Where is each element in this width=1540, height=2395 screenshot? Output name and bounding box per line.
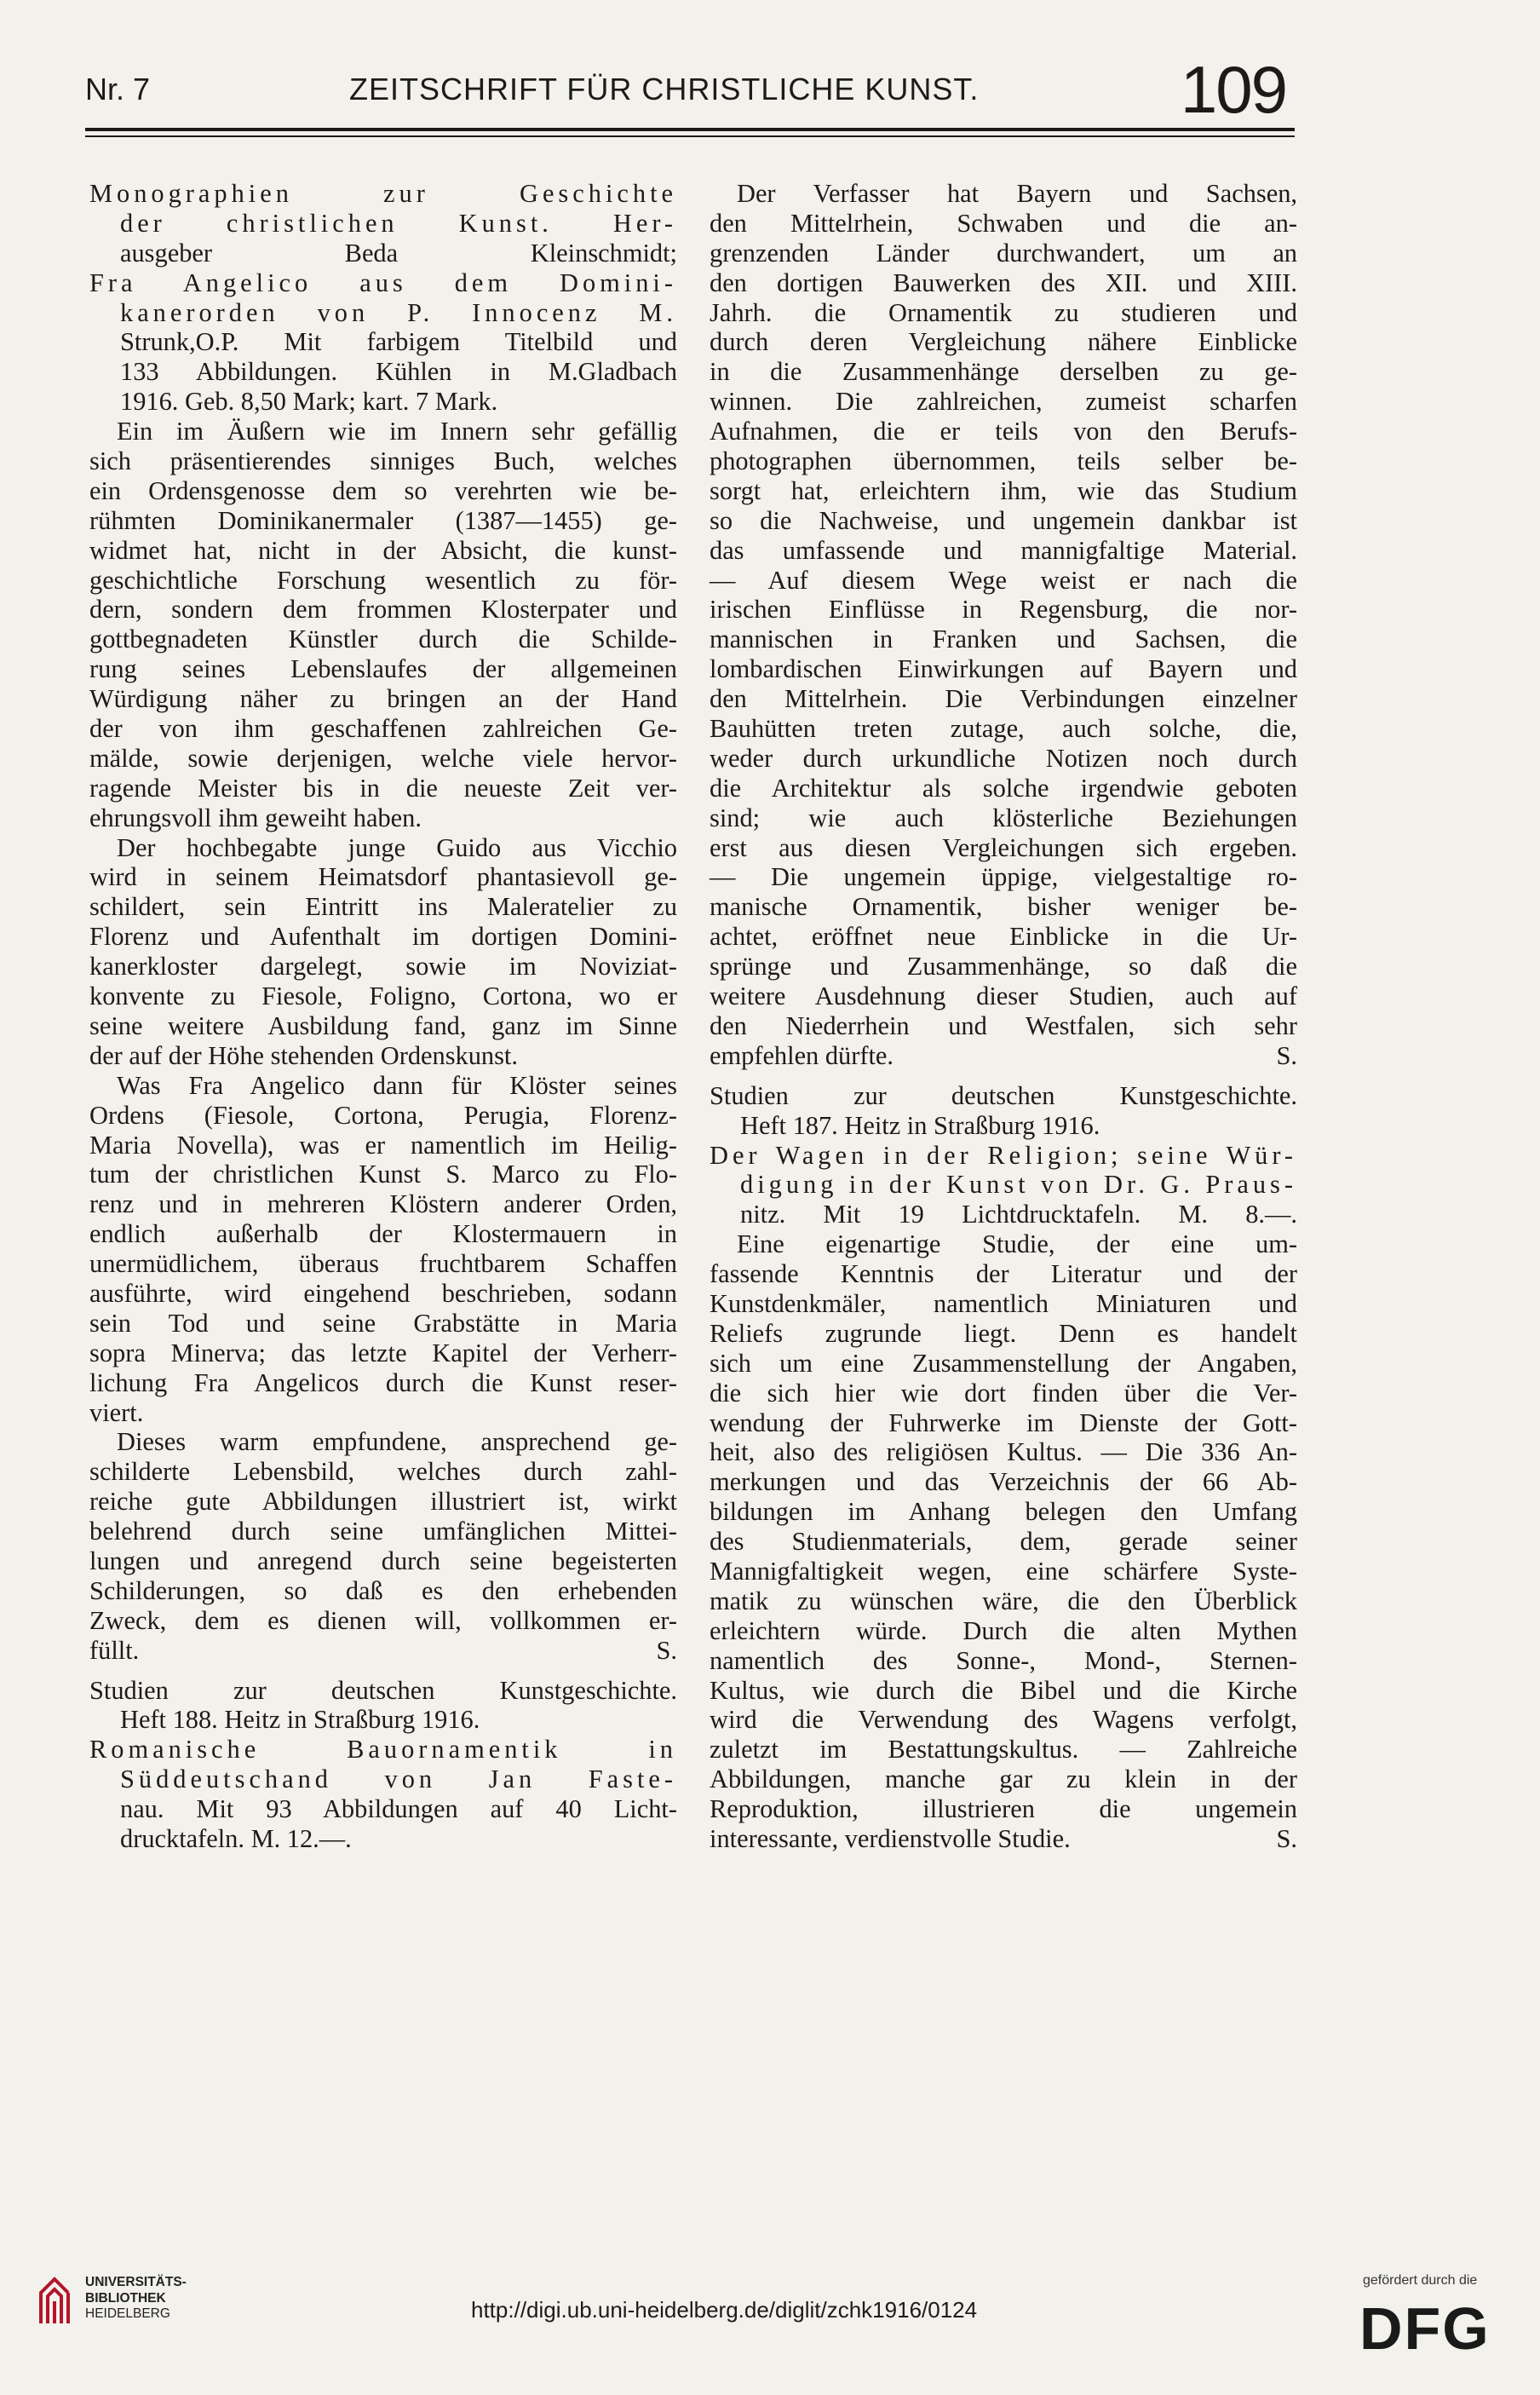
text-line: gottbegnadeten Künstler durch die Schilde- [89,625,677,654]
text-line: Ein im Äußern wie im Innern sehr gefällig [117,417,677,446]
text-line: photographen übernommen, teils selber be- [710,446,1297,476]
text-line: den Mittelrhein. Die Verbindungen einzelner [710,684,1297,714]
review-heading-line: 133 Abbildungen. Kühlen in M.Gladbach [120,357,677,387]
text-line: manische Ornamentik, bisher weniger be- [710,892,1297,922]
text-line: Ordens (Fiesole, Cortona, Perugia, Florenz- [89,1100,677,1130]
text-line: tum der christlichen Kunst S. Marco zu Flo- [89,1160,677,1189]
text-line: des Studienmaterials, dem, gerade seiner [710,1527,1297,1557]
text-line: konvente zu Fiesole, Foligno, Cortona, wo er [89,982,677,1011]
text-line: dern, sondern dem frommen Klosterpater und [89,595,677,625]
sponsor-label: gefördert durch die [1363,2273,1478,2288]
text-line: grenzenden Länder durchwandert, um an [710,238,1297,268]
review-heading-line: kanerorden von P. Innocenz M. [120,297,677,327]
text-line: Der hochbegabte junge Guido aus Vicchio [117,832,677,862]
text-line: Abbildungen, manche gar zu klein in der [710,1765,1297,1794]
text-line-signed [89,1636,677,1666]
text-line: das umfassende und mannigfaltige Material. [710,535,1297,565]
permalink-url[interactable]: http://digi.ub.uni-heidelberg.de/diglit/zchk1916/0124 [471,2297,978,2323]
review-heading-line: Romanische Bauornamentik in [89,1735,677,1765]
text-line: heit, also des religiösen Kultus. — Die 336 An- [710,1437,1297,1467]
text-line: wird in seinem Heimatsdorf phantasievoll ge- [89,862,677,892]
page-number: 109 [1180,52,1286,127]
text-fragment: interessante, verdienstvolle Studie. [710,1823,1071,1853]
text-line: der auf der Höhe stehenden Ordenskunst. [89,1040,518,1070]
review-heading-line: digung in der Kunst von Dr. G. Praus- [740,1170,1297,1200]
series-heading: Studien zur deutschen Kunstgeschichte. [89,1675,677,1705]
library-name-line: BIBLIOTHEK [85,2290,166,2306]
text-line: Reliefs zugrunde liegt. Denn es handelt [710,1318,1297,1348]
text-line: lombardischen Einwirkungen auf Bayern und [710,654,1297,684]
text-line: Bauhütten treten zutage, auch solche, die, [710,714,1297,744]
text-line: die sich hier wie dort finden über die Ver- [710,1378,1297,1408]
review-heading-line: Monographien zur Geschichte [89,179,677,208]
text-line: so die Nachweise, und ungemein dankbar ist [710,505,1297,535]
text-line: wendung der Fuhrwerke im Dienste der Gott- [710,1408,1297,1437]
dfg-logo: DFG [1359,2295,1491,2362]
text-line: viert. [89,1397,144,1427]
right-column [710,179,1297,1854]
review-heading-line: nitz. Mit 19 Lichtdrucktafeln. M. 8.—. [740,1200,1297,1229]
text-fragment: empfehlen dürfte. [710,1040,894,1070]
text-line: Schilderungen, so daß es den erhebenden [89,1575,677,1605]
review-heading-line: drucktafeln. M. 12.—. [120,1823,352,1853]
text-line: geschichtliche Forschung wesentlich zu för- [89,565,677,595]
left-column [89,179,677,1854]
text-line: schilderte Lebensbild, welches durch zahl- [89,1457,677,1487]
text-line: merkungen und das Verzeichnis der 66 Ab- [710,1467,1297,1497]
text-line: zuletzt im Bestattungskultus. — Zahlreiche [710,1735,1297,1765]
text-line: Aufnahmen, die er teils von den Berufs- [710,417,1297,446]
text-line: schildert, sein Eintritt ins Maleratelier zu [89,892,677,922]
text-line: ausführte, wird eingehend beschrieben, sodann [89,1278,677,1308]
text-line: wird die Verwendung des Wagens verfolgt, [710,1705,1297,1735]
reviewer-signature: S. [656,1635,677,1665]
text-line: sprünge und Zusammenhänge, so daß die [710,952,1297,982]
text-line: widmet hat, nicht in der Absicht, die kunst- [89,535,677,565]
text-line: — Auf diesem Wege weist er nach die [710,565,1297,595]
text-line: namentlich des Sonne-, Mond-, Sternen- [710,1645,1297,1675]
text-line: — Die ungemein üppige, vielgestaltige ro- [710,862,1297,892]
series-heading: Studien zur deutschen Kunstgeschichte. [710,1080,1297,1110]
text-line: unermüdlichem, überaus fruchtbarem Schaffen [89,1249,677,1279]
text-line-signed [710,1041,1297,1071]
text-line: ragende Meister bis in die neueste Zeit ver- [89,773,677,803]
digitization-footer [0,2249,1540,2395]
text-line: Maria Novella), was er namentlich im Heilig- [89,1130,677,1160]
text-line: sich um eine Zusammenstellung der Angaben, [710,1348,1297,1378]
text-line: weitere Ausdehnung dieser Studien, auch auf [710,982,1297,1011]
text-line: Was Fra Angelico dann für Klöster seines [117,1070,677,1100]
text-line: achtet, eröffnet neue Einblicke in die Ur- [710,922,1297,952]
text-line: Jahrh. die Ornamentik zu studieren und [710,297,1297,327]
text-line: kanerkloster dargelegt, sowie im Noviziat- [89,952,677,982]
text-line: Der Verfasser hat Bayern und Sachsen, [737,179,1297,208]
text-line: sein Tod und seine Grabstätte in Maria [89,1308,677,1338]
text-line: rühmten Dominikanermaler (1387—1455) ge- [89,505,677,535]
text-fragment: füllt. [89,1635,140,1665]
series-heading: Heft 188. Heitz in Straßburg 1916. [120,1705,480,1735]
text-line-signed [710,1824,1297,1854]
text-line: seine weitere Ausbildung fand, ganz im Sinne [89,1010,677,1040]
text-line: Dieses warm empfundene, ansprechend ge- [117,1427,677,1457]
running-header [85,52,1295,135]
text-line: matik zu wünschen wäre, die den Überblick [710,1586,1297,1615]
text-line: Reproduktion, illustrieren die ungemein [710,1794,1297,1824]
text-line: bildungen im Anhang belegen den Umfang [710,1497,1297,1527]
review-heading-line: nau. Mit 93 Abbildungen auf 40 Licht- [120,1794,677,1824]
reviewer-signature: S. [1276,1823,1297,1853]
library-name-line: HEIDELBERG [85,2306,170,2321]
text-line: sorgt hat, erleichtern ihm, wie das Studium [710,475,1297,505]
review-heading-line: Strunk,O.P. Mit farbigem Titelbild und [120,327,677,357]
header-rule-thin [85,135,1295,137]
text-line: lungen und anregend durch seine begeisterten [89,1546,677,1575]
text-line: sind; wie auch klösterliche Beziehungen [710,803,1297,832]
review-heading-line: ausgeber Beda Kleinschmidt; [120,238,677,268]
text-line: rung seines Lebenslaufes der allgemeinen [89,654,677,684]
review-heading-line: 1916. Geb. 8,50 Mark; kart. 7 Mark. [120,387,498,417]
university-library-name [85,2275,187,2323]
text-line: Mannigfaltigkeit wegen, eine schärfere Syste- [710,1556,1297,1586]
text-line: den Niederrhein und Westfalen, sich sehr [710,1010,1297,1040]
text-line: irischen Einflüsse in Regensburg, die nor- [710,595,1297,625]
text-line: Florenz und Aufenthalt im dortigen Domini- [89,922,677,952]
reviewer-signature: S. [1276,1040,1297,1070]
university-library-logo-icon [34,2272,77,2329]
text-line: reiche gute Abbildungen illustriert ist, wirkt [89,1487,677,1517]
text-line: renz und in mehreren Klöstern anderer Orden, [89,1189,677,1219]
text-line: den Mittelrhein, Schwaben und die an- [710,208,1297,238]
text-line: winnen. Die zahlreichen, zumeist scharfen [710,387,1297,417]
text-line: erleichtern würde. Durch die alten Mythen [710,1615,1297,1645]
text-line: ein Ordensgenosse dem so verehrten wie be- [89,475,677,505]
text-line: lichung Fra Angelicos durch die Kunst reser- [89,1367,677,1397]
text-line: belehrend durch seine umfänglichen Mittei- [89,1517,677,1546]
series-heading: Heft 187. Heitz in Straßburg 1916. [740,1110,1100,1140]
text-line: mälde, sowie derjenigen, welche viele hervor- [89,743,677,773]
text-line: fassende Kenntnis der Literatur und der [710,1259,1297,1289]
text-line: Kunstdenkmäler, namentlich Miniaturen und [710,1288,1297,1318]
review-heading-line: der christlichen Kunst. Her- [120,208,677,238]
text-line: die Architektur als solche irgendwie geboten [710,773,1297,803]
text-line: sich präsentierendes sinniges Buch, welches [89,446,677,476]
text-line: ehrungsvoll ihm geweiht haben. [89,803,422,832]
library-name-line: UNIVERSITÄTS- [85,2275,187,2289]
text-line: weder durch urkundliche Notizen noch durch [710,743,1297,773]
text-line: mannischen in Franken und Sachsen, die [710,625,1297,654]
text-line: erst aus diesen Vergleichungen sich ergeben. [710,832,1297,862]
issue-number: Nr. 7 [85,72,151,107]
review-heading-line: Fra Angelico aus dem Domini- [89,268,677,297]
text-line: der von ihm geschaffenen zahlreichen Ge- [89,714,677,744]
text-line: Würdigung näher zu bringen an der Hand [89,684,677,714]
text-line: Zweck, dem es dienen will, vollkommen er- [89,1605,677,1635]
text-line: Kultus, wie durch die Bibel und die Kirche [710,1675,1297,1705]
journal-title: ZEITSCHRIFT FÜR CHRISTLICHE KUNST. [349,72,980,107]
header-rule-thick [85,128,1295,131]
text-line: Eine eigenartige Studie, der eine um- [737,1229,1297,1259]
review-heading-line: Der Wagen in der Religion; seine Wür- [710,1140,1297,1170]
text-line: endlich außerhalb der Klostermauern in [89,1219,677,1249]
text-line: den dortigen Bauwerken des XII. und XIII. [710,268,1297,297]
review-heading-line: Süddeutschand von Jan Faste- [120,1765,677,1794]
text-line: in die Zusammenhänge derselben zu ge- [710,357,1297,387]
text-line: durch deren Vergleichung nähere Einblicke [710,327,1297,357]
text-line: sopra Minerva; das letzte Kapitel der Verherr- [89,1338,677,1367]
